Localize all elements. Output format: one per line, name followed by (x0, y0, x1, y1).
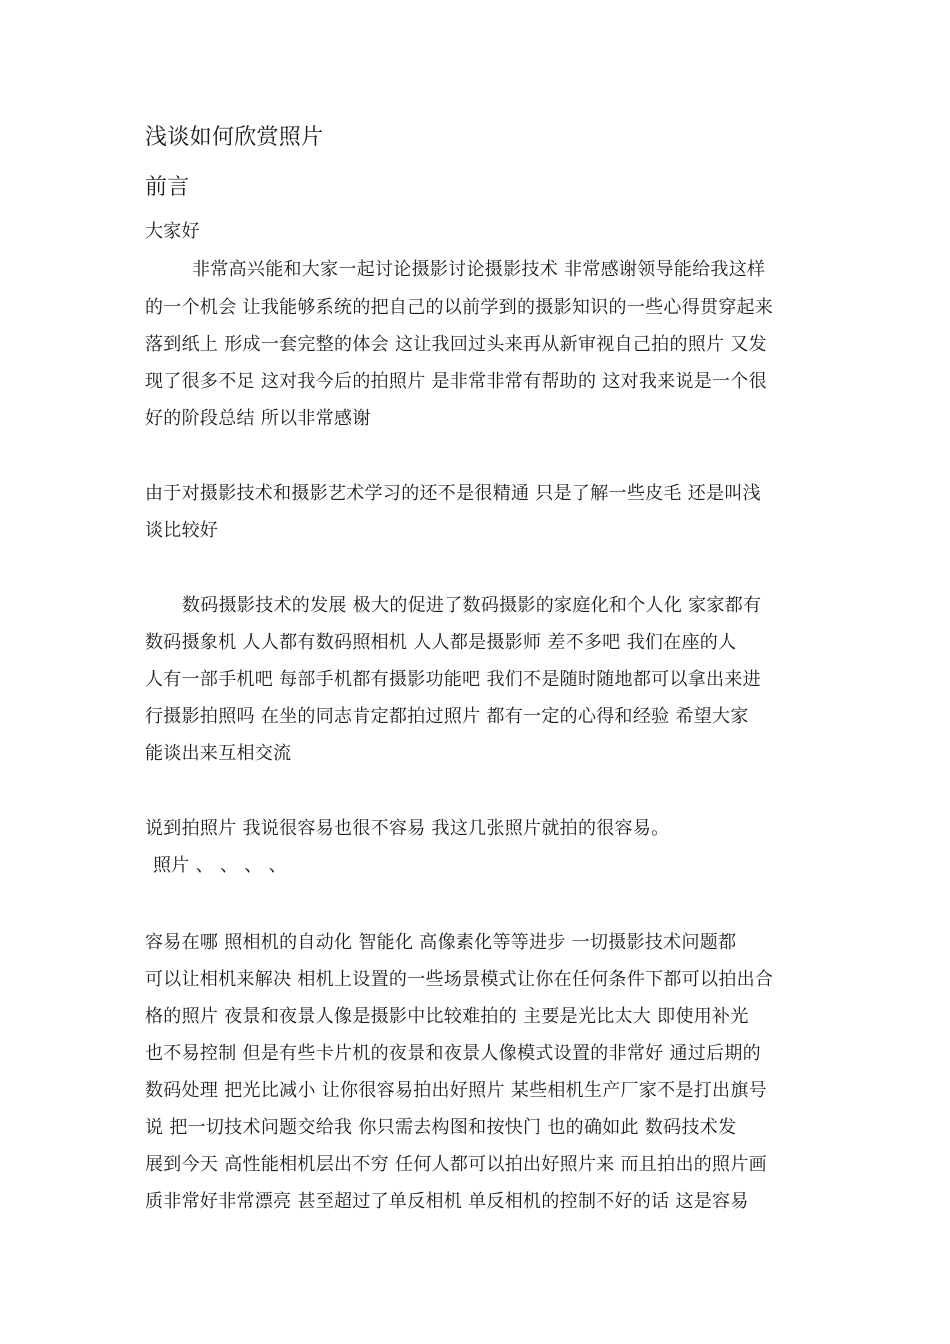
paragraph-line: 数码摄影技术的发展 极大的促进了数码摄影的家庭化和个人化 家家都有 (182, 595, 762, 616)
paragraph-line: 落到纸上 形成一套完整的体会 这让我回过头来再从新审视自己拍的照片 又发 (145, 334, 767, 355)
paragraph-line: 展到今天 高性能相机层出不穷 任何人都可以拍出好照片来 而且拍出的照片画 (145, 1154, 767, 1175)
paragraph-line: 现了很多不足 这对我今后的拍照片 是非常非常有帮助的 这对我来说是一个很 (145, 371, 767, 392)
paragraph-line: 由于对摄影技术和摄影艺术学习的还不是很精通 只是了解一些皮毛 还是叫浅 (145, 483, 761, 504)
paragraph-line: 谈比较好 (145, 520, 219, 541)
paragraph-line: 说 把一切技术问题交给我 你只需去构图和按快门 也的确如此 数码技术发 (145, 1117, 737, 1138)
paragraph-line: 照片 、 、 、 、 (153, 855, 287, 876)
paragraph-line: 能谈出来互相交流 (145, 743, 292, 764)
paragraph-line: 人有一部手机吧 每部手机都有摄影功能吧 我们不是随时随地都可以拿出来进 (145, 669, 761, 690)
paragraph-line: 格的照片 夜景和夜景人像是摄影中比较难拍的 主要是光比太大 即使用补光 (145, 1006, 749, 1027)
paragraph-line: 也不易控制 但是有些卡片机的夜景和夜景人像模式设置的非常好 通过后期的 (145, 1043, 761, 1064)
paragraph-line: 的一个机会 让我能够系统的把自己的以前学到的摄影知识的一些心得贯穿起来 (145, 297, 774, 318)
paragraph-line: 可以让相机来解决 相机上设置的一些场景模式让你在任何条件下都可以拍出合 (145, 969, 774, 990)
paragraph-line: 数码处理 把光比减小 让你很容易拍出好照片 某些相机生产厂家不是打出旗号 (145, 1080, 767, 1101)
paragraph-line: 说到拍照片 我说很容易也很不容易 我这几张照片就拍的很容易。 (145, 818, 670, 839)
paragraph-line: 质非常好非常漂亮 甚至超过了单反相机 单反相机的控制不好的话 这是容易 (145, 1191, 749, 1212)
paragraph-line: 容易在哪 照相机的自动化 智能化 高像素化等等进步 一切摄影技术问题都 (145, 932, 737, 953)
document-title: 浅谈如何欣赏照片 (145, 125, 324, 150)
section-heading-preface: 前言 (145, 175, 190, 200)
paragraph-line: 数码摄象机 人人都有数码照相机 人人都是摄影师 差不多吧 我们在座的人 (145, 632, 737, 653)
paragraph-line: 非常高兴能和大家一起讨论摄影讨论摄影技术 非常感谢领导能给我这样 (192, 259, 766, 280)
paragraph-line: 好的阶段总结 所以非常感谢 (145, 408, 371, 429)
paragraph-line: 行摄影拍照吗 在坐的同志肯定都拍过照片 都有一定的心得和经验 希望大家 (145, 706, 749, 727)
greeting-line: 大家好 (145, 221, 200, 242)
